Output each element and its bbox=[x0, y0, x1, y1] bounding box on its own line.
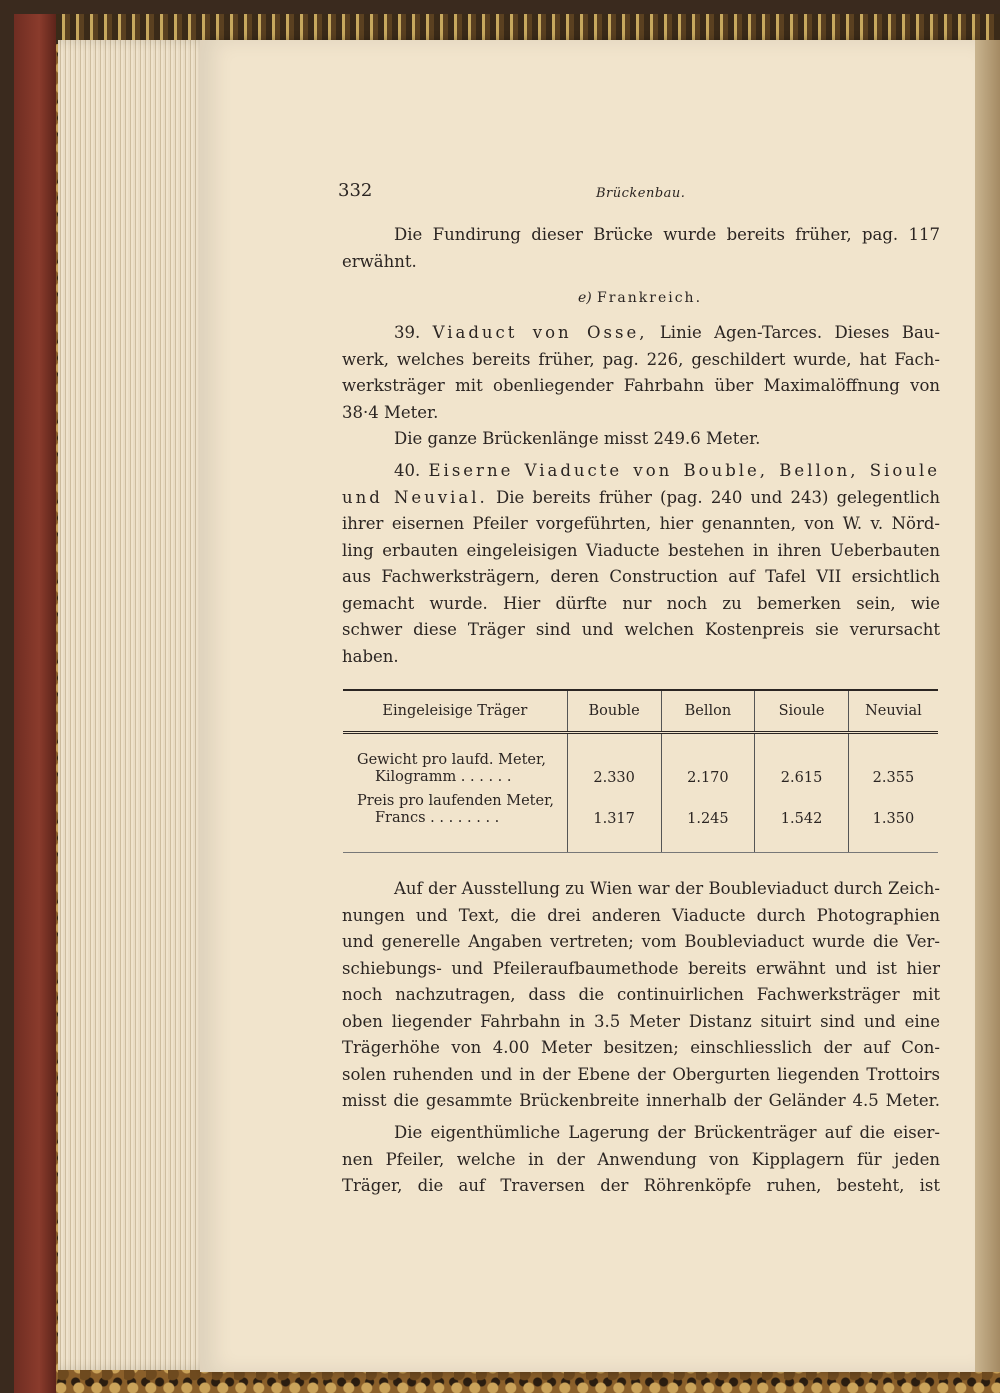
table-cell: 1.245 bbox=[661, 787, 755, 828]
text-line bbox=[342, 320, 940, 347]
row-label-line: Gewicht pro laufd. Meter, bbox=[357, 752, 546, 768]
text-span: Linie Agen-Tarces. Dieses Bau- bbox=[659, 323, 940, 342]
item-39-paragraph bbox=[342, 320, 940, 453]
next-page-edge bbox=[975, 40, 1000, 1372]
row-label-line: Francs . . . . . . . . bbox=[375, 810, 500, 826]
table-row bbox=[343, 733, 938, 788]
table-header: Neuvial bbox=[848, 690, 938, 733]
table-header: Bellon bbox=[661, 690, 755, 733]
text-line: erwähnt. bbox=[342, 251, 417, 271]
page-stack-edges bbox=[58, 40, 218, 1370]
item-number: 40. bbox=[394, 461, 421, 480]
text-line: und generelle Angaben vertreten; vom Boubleviaduct wurde die Ver- bbox=[342, 932, 940, 951]
table-cell bbox=[755, 828, 849, 853]
row-label bbox=[343, 787, 567, 828]
table-cell: 1.317 bbox=[567, 787, 661, 828]
table-cell bbox=[661, 828, 755, 853]
table-cell: 1.542 bbox=[755, 787, 849, 828]
text-line: haben. bbox=[342, 646, 399, 666]
text-line: Die ganze Brückenlänge misst 249.6 Meter. bbox=[394, 429, 761, 448]
table-cell bbox=[848, 828, 938, 853]
text-line bbox=[342, 485, 940, 512]
text-line: ihrer eisernen Pfeiler vorgeführten, hier genannten, von W. v. Nörd- bbox=[342, 514, 940, 533]
text-line: schiebungs- und Pfeileraufbaumethode bereits erwähnt und ist hier bbox=[342, 958, 940, 978]
book-spine-edge bbox=[14, 14, 56, 1393]
text-line: nungen und Text, die drei anderen Viaducte durch Photographien bbox=[342, 905, 940, 925]
paragraph-bearing bbox=[342, 1120, 940, 1200]
text-line: oben liegender Fahrbahn in 3.5 Meter Distanz situirt sind und eine bbox=[342, 1011, 940, 1031]
text-line: schwer diese Träger sind und welchen Kostenpreis sie verursacht bbox=[342, 620, 940, 639]
row-label bbox=[343, 733, 567, 788]
row-label-line: Kilogramm . . . . . . bbox=[375, 769, 512, 785]
table-cell: 2.170 bbox=[661, 733, 755, 788]
item-number: 39. bbox=[394, 323, 421, 342]
text-line: aus Fachwerksträgern, deren Construction auf Tafel VII ersichtlich bbox=[342, 567, 940, 586]
table-header: Eingeleisige Träger bbox=[343, 690, 567, 733]
table-cell: 1.350 bbox=[848, 787, 938, 828]
table-header: Bouble bbox=[567, 690, 661, 733]
paragraph-exhibition bbox=[342, 876, 940, 1115]
intro-paragraph bbox=[342, 222, 940, 275]
item-40-paragraph bbox=[342, 458, 940, 670]
text-line: solen ruhenden und in der Ebene der Obergurten liegenden Trottoirs bbox=[342, 1064, 940, 1084]
section-heading bbox=[578, 284, 702, 312]
running-head: Brückenbau. bbox=[596, 186, 686, 201]
table-bottom-rule bbox=[343, 828, 938, 853]
text-line: gemacht wurde. Hier dürfte nur noch zu bemerken sein, wie bbox=[342, 593, 940, 613]
table-cell bbox=[343, 828, 567, 853]
text-line: nen Pfeiler, welche in der Anwendung von Kipplagern für jeden bbox=[342, 1149, 940, 1169]
table-header: Sioule bbox=[755, 690, 849, 733]
table-header-row bbox=[343, 690, 938, 733]
text-line: werk, welches bereits früher, pag. 226, geschildert wurde, hat Fach- bbox=[342, 349, 940, 369]
item-title: Viaduct von Osse, bbox=[432, 323, 648, 342]
text-line: ling erbauten eingeleisigen Viaducte bestehen in ihren Ueberbauten bbox=[342, 540, 940, 560]
item-title: und Neuvial. bbox=[342, 487, 488, 507]
text-line: Trägerhöhe von 4.00 Meter besitzen; einschliesslich der auf Con- bbox=[342, 1038, 940, 1057]
text-line: 38·4 Meter. bbox=[342, 402, 439, 422]
data-table bbox=[343, 689, 938, 853]
page-number: 332 bbox=[338, 180, 373, 201]
text-line: Die eigenthümliche Lagerung der Brückenträger auf die eiser- bbox=[394, 1123, 940, 1142]
text-line: Die Fundirung dieser Brücke wurde bereits früher, pag. 117 bbox=[394, 225, 940, 244]
section-title: Frankreich. bbox=[597, 290, 703, 306]
table-cell: 2.330 bbox=[567, 733, 661, 788]
section-letter: e) bbox=[578, 290, 592, 306]
row-label-line: Preis pro laufenden Meter, bbox=[357, 793, 555, 809]
table-cell: 2.355 bbox=[848, 733, 938, 788]
table-cell bbox=[567, 828, 661, 853]
text-line: Träger, die auf Traversen der Röhrenköpfe ruhen, besteht, ist bbox=[342, 1176, 940, 1195]
item-title: Eiserne Viaducte von Bouble, Bellon, Sioule bbox=[428, 461, 940, 480]
text-line: werksträger mit obenliegender Fahrbahn über Maximalöffnung von bbox=[342, 376, 940, 395]
text-line: Auf der Ausstellung zu Wien war der Boubleviaduct durch Zeich- bbox=[394, 879, 940, 898]
table-cell: 2.615 bbox=[755, 733, 849, 788]
text-span: Die bereits früher (pag. 240 und 243) gelegentlich bbox=[495, 487, 940, 507]
text-line: misst die gesammte Brückenbreite innerhalb der Geländer 4.5 Meter. bbox=[342, 1091, 940, 1110]
table-row bbox=[343, 787, 938, 828]
text-line bbox=[342, 458, 940, 485]
text-line: noch nachzutragen, dass die continuirlichen Fachwerksträger mit bbox=[342, 985, 940, 1004]
